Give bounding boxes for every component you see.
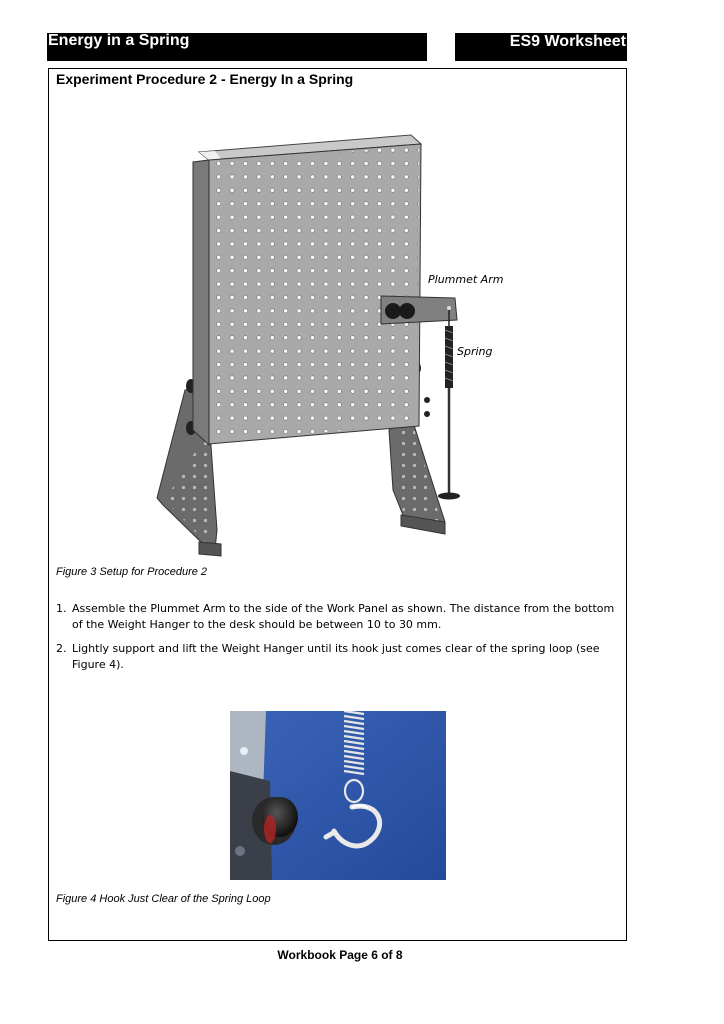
header-title: Energy in a Spring xyxy=(48,32,190,49)
weight-hanger xyxy=(438,388,460,500)
work-panel xyxy=(209,144,421,444)
list-item xyxy=(56,601,624,632)
label-spring: Spring xyxy=(457,345,493,358)
page-footer: Workbook Page 6 of 8 xyxy=(277,948,403,962)
label-plummet-arm: Plummet Arm xyxy=(428,273,504,286)
list-item xyxy=(56,641,624,672)
header-title-bar xyxy=(47,33,427,61)
step-number: 1. xyxy=(56,602,67,615)
spring xyxy=(445,326,453,388)
setup-illustration xyxy=(145,130,515,560)
plummet-arm xyxy=(381,296,457,326)
procedure-steps xyxy=(56,601,624,681)
hook-photo xyxy=(230,711,446,880)
step-text: Lightly support and lift the Weight Hanger until its hook just comes clear of the spring loop (see Figure 4). xyxy=(72,642,600,671)
header-worksheet-bar xyxy=(455,33,627,61)
panel-side-edge xyxy=(193,160,209,445)
step-number: 2. xyxy=(56,642,67,655)
section-title: Experiment Procedure 2 - Energy In a Spring xyxy=(56,71,354,87)
header-worksheet: ES9 Worksheet xyxy=(509,33,626,50)
figure4-caption: Figure 4 Hook Just Clear of the Spring Loop xyxy=(56,893,271,905)
step-text: Assemble the Plummet Arm to the side of the Work Panel as shown. The distance from the bottom of the Weight Hanger to the desk should be between 10 to 30 mm. xyxy=(72,602,615,631)
figure3-caption: Figure 3 Setup for Procedure 2 xyxy=(56,566,208,578)
